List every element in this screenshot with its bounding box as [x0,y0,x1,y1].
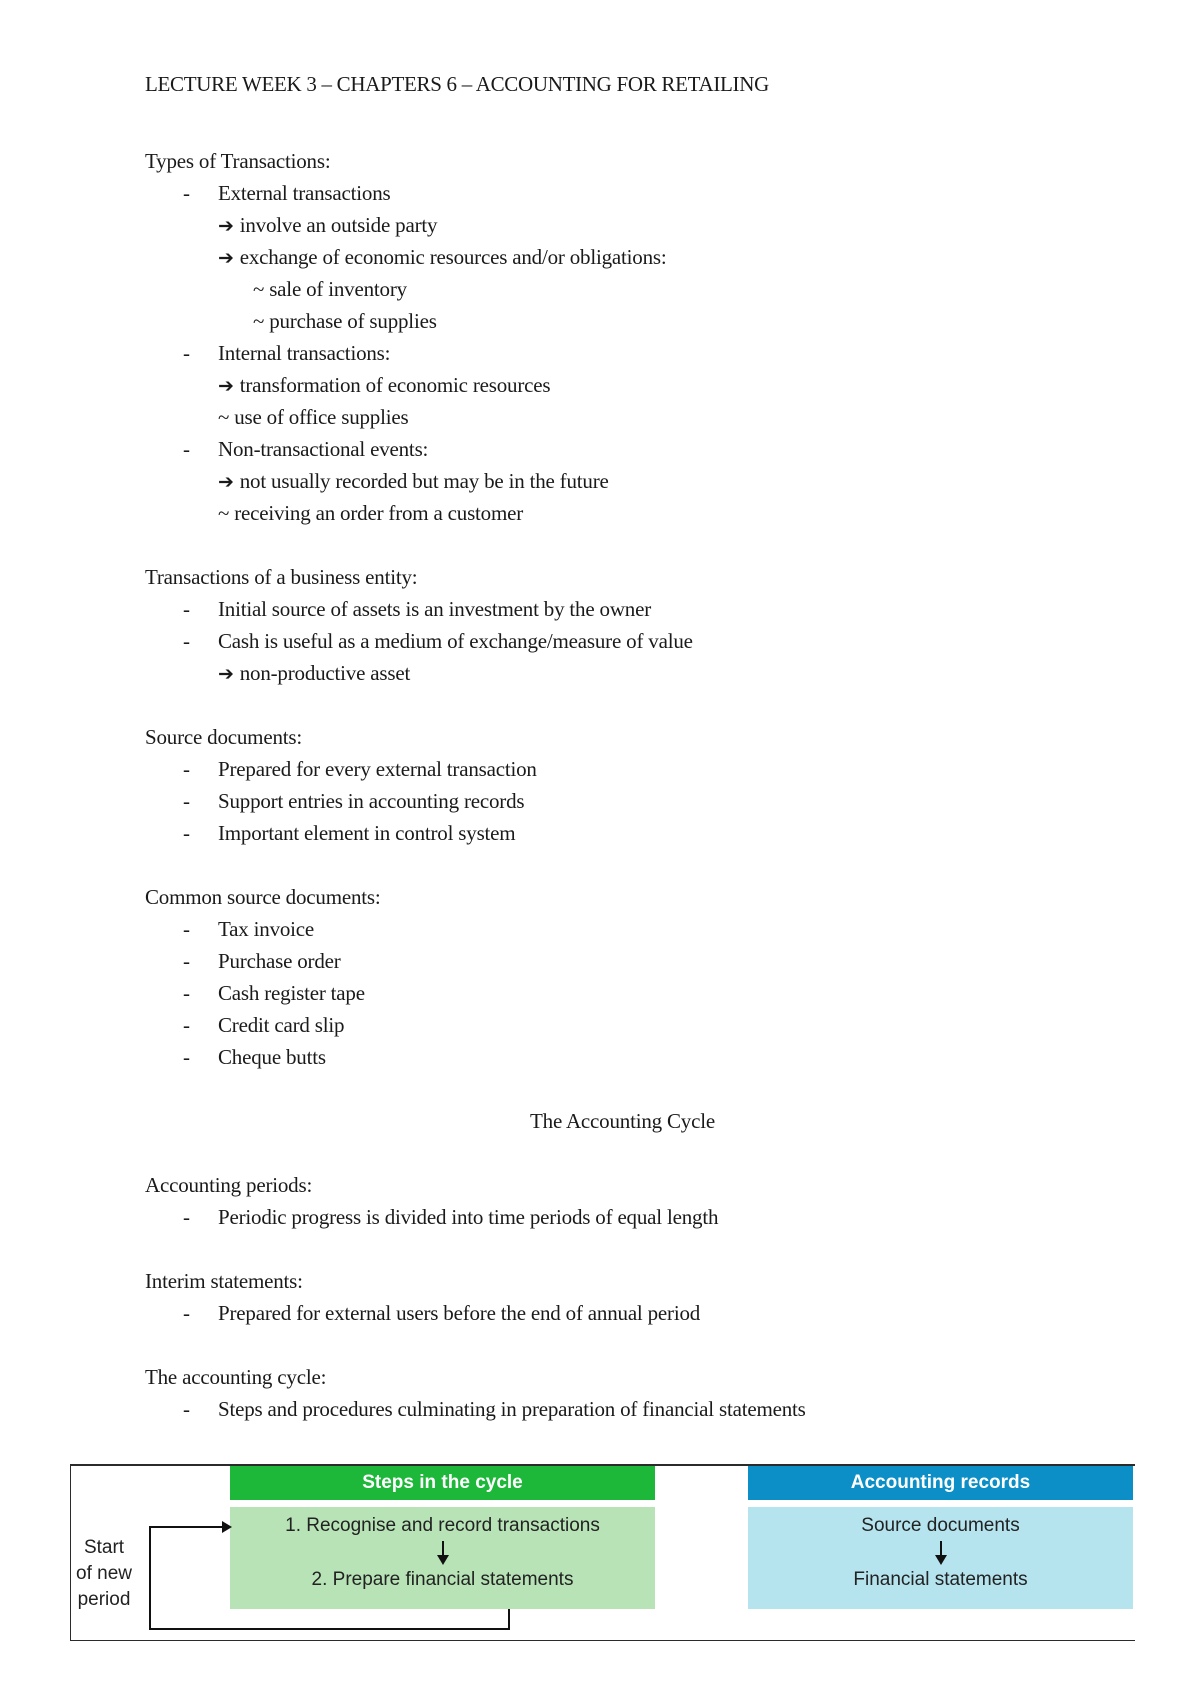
bullet-text: Non-transactional events: [218,437,429,461]
bullet-dash: - [183,1205,190,1229]
bullet-dash: - [183,821,190,845]
bullet-text: Important element in control system [218,821,516,845]
section-accounting-periods [145,1169,1125,1233]
bullet-item [145,625,1125,657]
list-item-text: Cheque butts [218,1045,326,1069]
list-item [145,977,1125,1009]
arrow-item [145,209,1125,241]
section-source-documents [145,721,1125,849]
bullet-item [145,593,1125,625]
list-item-text: Tax invoice [218,917,315,941]
section-heading: Interim statements: [145,1269,303,1293]
bullet-item [145,1393,1125,1425]
tilde-item: ~ receiving an order from a customer [218,501,524,525]
bullet-dash: - [183,1013,190,1037]
tilde-item: ~ sale of inventory [253,277,407,301]
step-1-label: 1. Recognise and record transactions [285,1515,600,1536]
start-label-line: period [77,1589,131,1610]
bullet-text: Internal transactions: [218,341,391,365]
bullet-dash: - [183,981,190,1005]
bullet-item [145,817,1125,849]
tilde-item: ~ use of office supplies [218,405,409,429]
loop-line [150,1527,509,1629]
arrow-text: involve an outside party [239,213,438,237]
bullet-text: Initial source of assets is an investment by the owner [218,597,652,621]
bullet-text: External transactions [218,181,391,205]
bullet-dash: - [183,437,190,461]
bullet-text: Cash is useful as a medium of exchange/measure of value [218,629,693,653]
bullet-item [145,337,1125,369]
bullet-dash: - [183,341,190,365]
down-arrow-icon [940,1541,942,1557]
arrow-icon: ➔ [218,247,234,269]
record-1-label: Source documents [861,1515,1020,1536]
section-heading: Types of Transactions: [145,149,331,173]
bullet-dash: - [183,1301,190,1325]
section-heading: Common source documents: [145,885,381,909]
bullet-dash: - [183,1045,190,1069]
section-heading: Source documents: [145,725,302,749]
bullet-dash: - [183,1397,190,1421]
arrow-text: exchange of economic resources and/or obligations: [239,245,667,269]
list-item [145,945,1125,977]
bullet-dash: - [183,789,190,813]
bullet-text: Periodic progress is divided into time periods of equal length [218,1205,719,1229]
bullet-dash: - [183,597,190,621]
bullet-item [145,433,1125,465]
bullet-item [145,1201,1125,1233]
steps-in-cycle-header: Steps in the cycle [230,1466,655,1500]
accounting-cycle-heading: The Accounting Cycle [530,1109,715,1133]
bullet-dash: - [183,917,190,941]
list-item-text: Cash register tape [218,981,365,1005]
section-common-source-documents [145,881,1125,1073]
tilde-item: ~ purchase of supplies [253,309,437,333]
bullet-text: Prepared for every external transaction [218,757,537,781]
accounting-records-header: Accounting records [748,1466,1133,1500]
list-item [145,1009,1125,1041]
arrow-item [145,369,1125,401]
bullet-text: Prepared for external users before the end of annual period [218,1301,701,1325]
step-2-label: 2. Prepare financial statements [311,1569,574,1590]
list-item-text: Credit card slip [218,1013,345,1037]
arrow-icon: ➔ [218,375,234,397]
arrow-item [145,657,1125,689]
arrow-icon: ➔ [218,471,234,493]
bullet-dash: - [183,629,190,653]
section-heading: Transactions of a business entity: [145,565,418,589]
bullet-item [145,753,1125,785]
cycle-loop-arrow-icon [148,1464,518,1642]
section-the-accounting-cycle [145,1361,1125,1425]
bullet-item [145,1297,1125,1329]
start-label-line: Start [83,1537,125,1558]
section-types-of-transactions [145,145,1125,529]
arrow-icon: ➔ [218,663,234,685]
arrow-text: transformation of economic resources [239,373,551,397]
arrow-item [145,241,1125,273]
arrow-text: not usually recorded but may be in the future [239,469,609,493]
page-title: LECTURE WEEK 3 – CHAPTERS 6 – ACCOUNTING FOR RETAILING [145,72,769,96]
records-box [748,1507,1133,1609]
section-interim-statements [145,1265,1125,1329]
bullet-dash: - [183,757,190,781]
arrow-icon: ➔ [218,215,234,237]
list-item [145,913,1125,945]
section-heading: The accounting cycle: [145,1365,327,1389]
bullet-text: Support entries in accounting records [218,789,525,813]
section-heading: Accounting periods: [145,1173,313,1197]
bullet-text: Steps and procedures culminating in preparation of financial statements [218,1397,806,1421]
bullet-item [145,785,1125,817]
section-business-entity [145,561,1125,689]
list-item [145,1041,1125,1073]
arrow-text: non-productive asset [239,661,411,685]
list-item-text: Purchase order [218,949,341,973]
bullet-dash: - [183,181,190,205]
start-of-new-period-label [70,1535,138,1613]
arrow-item [145,465,1125,497]
record-2-label: Financial statements [853,1569,1028,1590]
loop-arrowhead [222,1521,232,1533]
accounting-cycle-diagram [70,1464,1135,1642]
bullet-item [145,177,1125,209]
bullet-dash: - [183,949,190,973]
start-label-line: of new [76,1563,132,1584]
document-body [145,145,1125,1457]
